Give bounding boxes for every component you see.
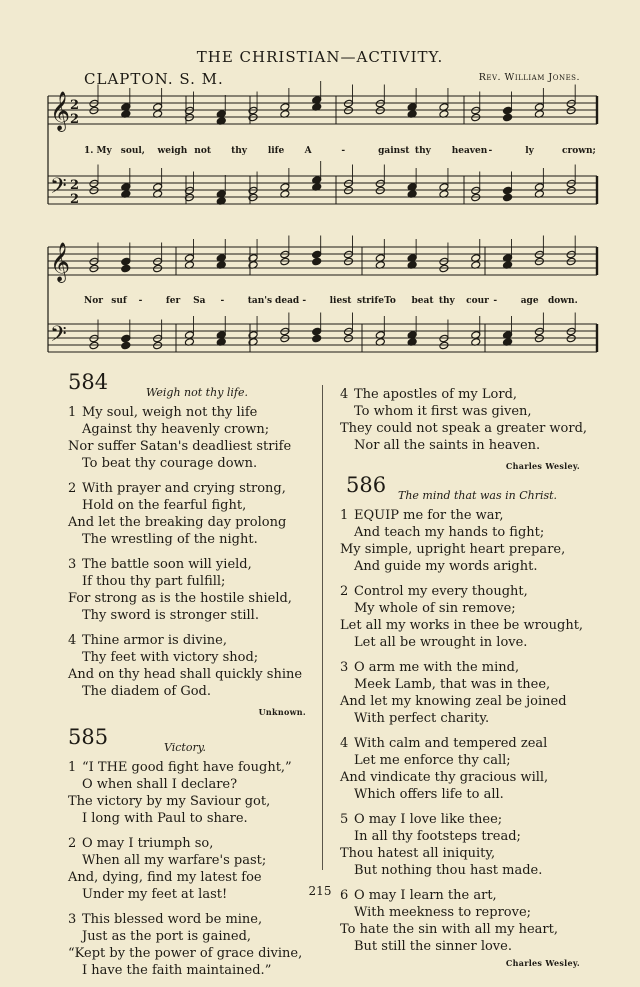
note-head xyxy=(312,334,322,343)
verse-line xyxy=(68,404,306,421)
note-head xyxy=(471,106,481,115)
verse-line xyxy=(68,945,306,962)
note-head xyxy=(344,186,354,195)
lyric-syllable: beat xyxy=(411,296,434,306)
note-head xyxy=(153,264,163,273)
verse-line xyxy=(340,558,580,575)
note-head xyxy=(534,250,544,259)
lyric-syllable: - xyxy=(138,296,143,306)
verse-text: With calm and tempered zeal xyxy=(354,736,548,751)
verse-line xyxy=(340,786,580,803)
note-head xyxy=(439,334,449,343)
verse-text: And let the breaking day prolong xyxy=(68,515,287,530)
note-head xyxy=(89,99,99,108)
verse-text: When all my warfare's past; xyxy=(82,853,267,868)
verse-text: With prayer and crying strong, xyxy=(82,481,286,496)
verse-text: Which offers life to all. xyxy=(354,787,504,802)
page-number: 215 xyxy=(308,884,332,898)
verse-line xyxy=(68,421,306,438)
note-head xyxy=(503,106,513,115)
verse-line xyxy=(340,420,588,437)
lyric-syllable: Sa xyxy=(193,296,206,306)
verse-text: I long with Paul to share. xyxy=(82,811,248,826)
verse-text: Let me enforce thy call; xyxy=(354,753,511,768)
note-head xyxy=(312,250,322,259)
stanza-1 xyxy=(340,507,580,575)
bass-clef: 𝄢 xyxy=(50,174,67,204)
stanza-4 xyxy=(68,632,306,700)
note-head xyxy=(89,264,99,273)
stanza-number: 4 xyxy=(68,633,77,648)
tune-name: CLAPTON. S. M. xyxy=(84,70,224,88)
verse-text: And teach my hands to fight; xyxy=(354,525,545,540)
lyric-syllable: dead xyxy=(275,296,300,306)
verse-text: Nor suffer Satan's deadliest strife xyxy=(68,439,292,454)
verse-text: Let all be wrought in love. xyxy=(354,635,528,650)
lyric-syllable: crown; xyxy=(562,146,596,156)
note-head xyxy=(280,250,290,259)
bass-clef: 𝄢 xyxy=(50,322,67,352)
stanza-2 xyxy=(68,480,306,548)
verse-text: They could not speak a greater word, xyxy=(340,421,588,436)
note-head xyxy=(566,99,576,108)
verse-line xyxy=(340,921,580,938)
verse-line xyxy=(68,759,306,776)
note-head xyxy=(439,257,449,266)
hymn-number: 586 xyxy=(346,473,387,497)
verse-text: And vindicate thy gracious will, xyxy=(340,770,549,785)
stanza-number: 4 xyxy=(340,387,349,402)
stanza-5 xyxy=(340,811,580,879)
note-head xyxy=(344,99,354,108)
note-head xyxy=(534,327,544,336)
lyric-syllable: soul, xyxy=(120,146,145,156)
note-head xyxy=(153,334,163,343)
note-head xyxy=(375,186,385,195)
verse-line xyxy=(340,845,580,862)
lyric-syllable: age xyxy=(520,296,539,306)
stanza-number: 3 xyxy=(68,912,77,927)
note-head xyxy=(503,113,513,122)
hymn-number: 584 xyxy=(68,370,109,394)
verse-text: O may I triumph so, xyxy=(82,836,214,851)
verse-line xyxy=(68,607,306,624)
verse-line xyxy=(340,507,580,524)
time-signature-bottom: 2 xyxy=(70,112,80,127)
note-head xyxy=(153,257,163,266)
verse-line xyxy=(340,811,580,828)
hymn-title: Weigh not thy life. xyxy=(146,386,249,399)
note-head xyxy=(503,193,513,202)
stanza-number: 6 xyxy=(340,888,349,903)
note-head xyxy=(566,327,576,336)
verse-line xyxy=(68,649,306,666)
note-head xyxy=(89,257,99,266)
verse-line xyxy=(68,497,306,514)
composer-credit: Rev. William Jones. xyxy=(478,72,580,83)
note-head xyxy=(280,334,290,343)
note-head xyxy=(534,334,544,343)
lyrics-line-2 xyxy=(0,296,640,310)
verse-text: I have the faith maintained.” xyxy=(82,963,272,978)
verse-line xyxy=(340,541,580,558)
verse-text: Thou hatest all iniquity, xyxy=(340,846,496,861)
verse-text: Under my feet at last! xyxy=(82,887,228,902)
stanza-3 xyxy=(340,659,580,727)
verse-line xyxy=(68,632,306,649)
verse-line xyxy=(68,590,306,607)
note-head xyxy=(280,257,290,266)
stanza-number: 3 xyxy=(340,660,349,675)
verse-line xyxy=(340,600,580,617)
verse-line xyxy=(68,835,306,852)
lyric-syllable: A xyxy=(304,146,312,156)
stanza-1 xyxy=(68,759,306,827)
lyric-syllable: - xyxy=(488,146,493,156)
verse-text: This blessed word be mine, xyxy=(82,912,263,927)
stanza-4 xyxy=(340,735,580,803)
verse-line xyxy=(68,962,306,979)
verse-text: Control my every thought, xyxy=(354,584,528,599)
verse-line xyxy=(68,531,306,548)
lyric-syllable: heaven xyxy=(451,146,488,156)
verse-line xyxy=(68,683,306,700)
stanza-number: 2 xyxy=(68,836,77,851)
lyric-syllable: - xyxy=(341,146,346,156)
hymn-stanzas xyxy=(68,404,306,700)
note-head xyxy=(89,186,99,195)
verse-text: The diadem of God. xyxy=(82,684,212,699)
lyric-syllable: ly xyxy=(525,146,534,156)
note-head xyxy=(153,341,163,350)
note-head xyxy=(566,179,576,188)
verse-line xyxy=(68,438,306,455)
note-head xyxy=(89,334,99,343)
note-head xyxy=(566,106,576,115)
verse-line xyxy=(340,634,580,651)
verse-line xyxy=(68,573,306,590)
verse-line xyxy=(340,828,580,845)
hymn-584 xyxy=(68,370,306,721)
verse-line xyxy=(340,386,580,403)
verse-text: And on thy head shall quickly shine xyxy=(68,667,303,682)
note-head xyxy=(280,327,290,336)
verse-text: With perfect charity. xyxy=(354,711,490,726)
verse-text: EQUIP me for the war, xyxy=(354,508,504,523)
hymn-credit: Charles Wesley. xyxy=(505,461,580,471)
verse-text: My whole of sin remove; xyxy=(354,601,516,616)
hymn-title: Victory. xyxy=(164,741,206,754)
lyric-syllable: strife xyxy=(356,296,384,306)
note-head xyxy=(439,264,449,273)
lyric-syllable: fer xyxy=(165,296,181,306)
note-head xyxy=(566,334,576,343)
verse-text: The apostles of my Lord, xyxy=(354,387,518,402)
note-head xyxy=(344,106,354,115)
note-head xyxy=(534,257,544,266)
verse-line xyxy=(340,710,580,727)
lyric-syllable: - xyxy=(220,296,225,306)
note-head xyxy=(471,113,481,122)
verse-text: O when shall I declare? xyxy=(82,777,238,792)
lyric-syllable: life xyxy=(267,146,285,156)
verse-line xyxy=(68,852,306,869)
lyric-syllable: - xyxy=(493,296,498,306)
verse-line xyxy=(340,693,580,710)
verse-text: “I THE good fight have fought,” xyxy=(82,760,292,775)
lyric-syllable: thy xyxy=(438,296,455,306)
note-head xyxy=(312,327,322,336)
note-head xyxy=(121,341,131,350)
verse-text: To hate the sin with all my heart, xyxy=(340,922,558,937)
note-head xyxy=(375,179,385,188)
verse-line xyxy=(340,437,580,454)
verse-text: But still the sinner love. xyxy=(354,939,512,954)
lyric-syllable: 1. My xyxy=(84,146,112,156)
lyric-syllable: thy xyxy=(231,146,247,156)
stanza-number: 4 xyxy=(340,736,349,751)
time-signature-top: 2 xyxy=(70,178,80,193)
note-head xyxy=(89,106,99,115)
verse-text: For strong as is the hostile shield, xyxy=(68,591,292,606)
page-header: THE CHRISTIAN—ACTIVITY. xyxy=(196,48,444,66)
stanza-2 xyxy=(340,583,584,651)
hymn-credit: Charles Wesley. xyxy=(505,958,580,968)
stanza-number: 1 xyxy=(340,508,349,523)
note-head xyxy=(344,257,354,266)
lyric-syllable: not xyxy=(194,146,212,156)
verse-line xyxy=(68,810,306,827)
note-head xyxy=(344,334,354,343)
note-head xyxy=(471,186,481,195)
time-signature-bottom: 2 xyxy=(70,192,80,207)
hymn-number: 585 xyxy=(68,725,109,749)
note-head xyxy=(566,257,576,266)
hymn-585 xyxy=(68,725,306,979)
note-head xyxy=(312,257,322,266)
verse-line xyxy=(68,911,306,928)
verse-line xyxy=(340,403,580,420)
verse-line xyxy=(68,793,306,810)
verse-text: Thy sword is stronger still. xyxy=(82,608,259,623)
verse-text: Let all my works in thee be wrought, xyxy=(340,618,584,633)
verse-text: The wrestling of the night. xyxy=(82,532,258,547)
note-head xyxy=(344,327,354,336)
note-head xyxy=(375,106,385,115)
verse-text: But nothing thou hast made. xyxy=(354,863,543,878)
note-head xyxy=(89,341,99,350)
verse-line xyxy=(68,776,306,793)
stanza-1 xyxy=(68,404,306,472)
verse-line xyxy=(68,455,306,472)
hymn-credit: Unknown. xyxy=(258,707,306,717)
note-head xyxy=(121,264,131,273)
verse-text: O arm me with the mind, xyxy=(354,660,520,675)
stanza-3 xyxy=(68,556,306,624)
verse-text: In all thy footsteps tread; xyxy=(354,829,521,844)
verse-line xyxy=(340,769,580,786)
note-head xyxy=(121,257,131,266)
verse-line xyxy=(340,862,580,879)
verse-text: O may I love like thee; xyxy=(354,812,503,827)
verse-line xyxy=(340,938,580,955)
note-head xyxy=(503,186,513,195)
verse-text: Against thy heavenly crown; xyxy=(82,422,270,437)
lyric-syllable: thy xyxy=(414,146,431,156)
stanza-number: 2 xyxy=(68,481,77,496)
verse-text: Just as the port is gained, xyxy=(82,929,252,944)
verse-text: Meek Lamb, that was in thee, xyxy=(354,677,551,692)
note-head xyxy=(471,193,481,202)
lyric-syllable: tan's xyxy=(247,296,273,306)
verse-text: Thy feet with victory shod; xyxy=(82,650,259,665)
verse-line xyxy=(340,735,580,752)
verse-text: O may I learn the art, xyxy=(354,888,497,903)
verse-text: To whom it first was given, xyxy=(354,404,532,419)
verse-text: And, dying, find my latest foe xyxy=(68,870,262,885)
verse-text: To beat thy courage down. xyxy=(82,456,258,471)
note-head xyxy=(121,334,131,343)
verse-text: And guide my words aright. xyxy=(354,559,538,574)
verse-line xyxy=(340,583,580,600)
verse-text: “Kept by the power of grace divine, xyxy=(68,946,303,961)
lyric-syllable: weigh xyxy=(157,146,188,156)
stanza-3 xyxy=(68,911,306,979)
music-score xyxy=(0,0,640,380)
note-head xyxy=(89,179,99,188)
lyric-syllable: gainst xyxy=(378,146,410,156)
lyric-syllable: down. xyxy=(548,296,578,306)
verse-line xyxy=(340,617,584,634)
hymn-stanzas-continued xyxy=(340,386,588,454)
lyric-syllable: suf xyxy=(111,296,127,306)
verse-text: Hold on the fearful fight, xyxy=(82,498,247,513)
verse-text: With meekness to reprove; xyxy=(354,905,532,920)
note-head xyxy=(566,186,576,195)
lyric-syllable: cour xyxy=(466,296,489,306)
lyrics-line-1 xyxy=(0,146,640,160)
verse-line xyxy=(340,524,580,541)
verse-text: If thou thy part fulfill; xyxy=(82,574,226,589)
note-head xyxy=(566,250,576,259)
treble-clef: 𝄞 xyxy=(50,91,71,131)
hymn-stanzas xyxy=(68,759,306,979)
treble-clef: 𝄞 xyxy=(50,242,71,282)
note-head xyxy=(344,250,354,259)
hymn-586 xyxy=(340,473,584,972)
verse-line xyxy=(68,928,306,945)
verse-line xyxy=(68,480,306,497)
verse-text: Thine armor is divine, xyxy=(82,633,228,648)
note-head xyxy=(375,99,385,108)
note-head xyxy=(344,179,354,188)
lyric-syllable: liest xyxy=(329,296,352,306)
verse-line xyxy=(68,556,306,573)
verse-text: My soul, weigh not thy life xyxy=(82,405,258,420)
lyric-syllable: Nor xyxy=(84,296,103,306)
column-divider xyxy=(322,385,323,870)
stanza-number: 5 xyxy=(340,812,349,827)
stanza-number: 3 xyxy=(68,557,77,572)
stanza-number: 1 xyxy=(68,405,77,420)
verse-text: The battle soon will yield, xyxy=(82,557,252,572)
verse-text: Nor all the saints in heaven. xyxy=(354,438,541,453)
verse-line xyxy=(340,676,580,693)
hymn-title: The mind that was in Christ. xyxy=(398,489,558,502)
verse-text: And let my knowing zeal be joined xyxy=(340,694,567,709)
stanza-4 xyxy=(340,386,588,454)
lyric-syllable: To xyxy=(384,296,396,306)
verse-line xyxy=(340,659,580,676)
verse-line xyxy=(340,752,580,769)
verse-line xyxy=(68,514,306,531)
stanza-number: 1 xyxy=(68,760,77,775)
stanza-number: 2 xyxy=(340,584,349,599)
verse-text: The victory by my Saviour got, xyxy=(68,794,271,809)
verse-line xyxy=(340,904,580,921)
note-head xyxy=(439,341,449,350)
verse-line xyxy=(68,666,306,683)
lyric-syllable: - xyxy=(302,296,307,306)
time-signature-top: 2 xyxy=(70,98,80,113)
verse-text: My simple, upright heart prepare, xyxy=(340,542,566,557)
